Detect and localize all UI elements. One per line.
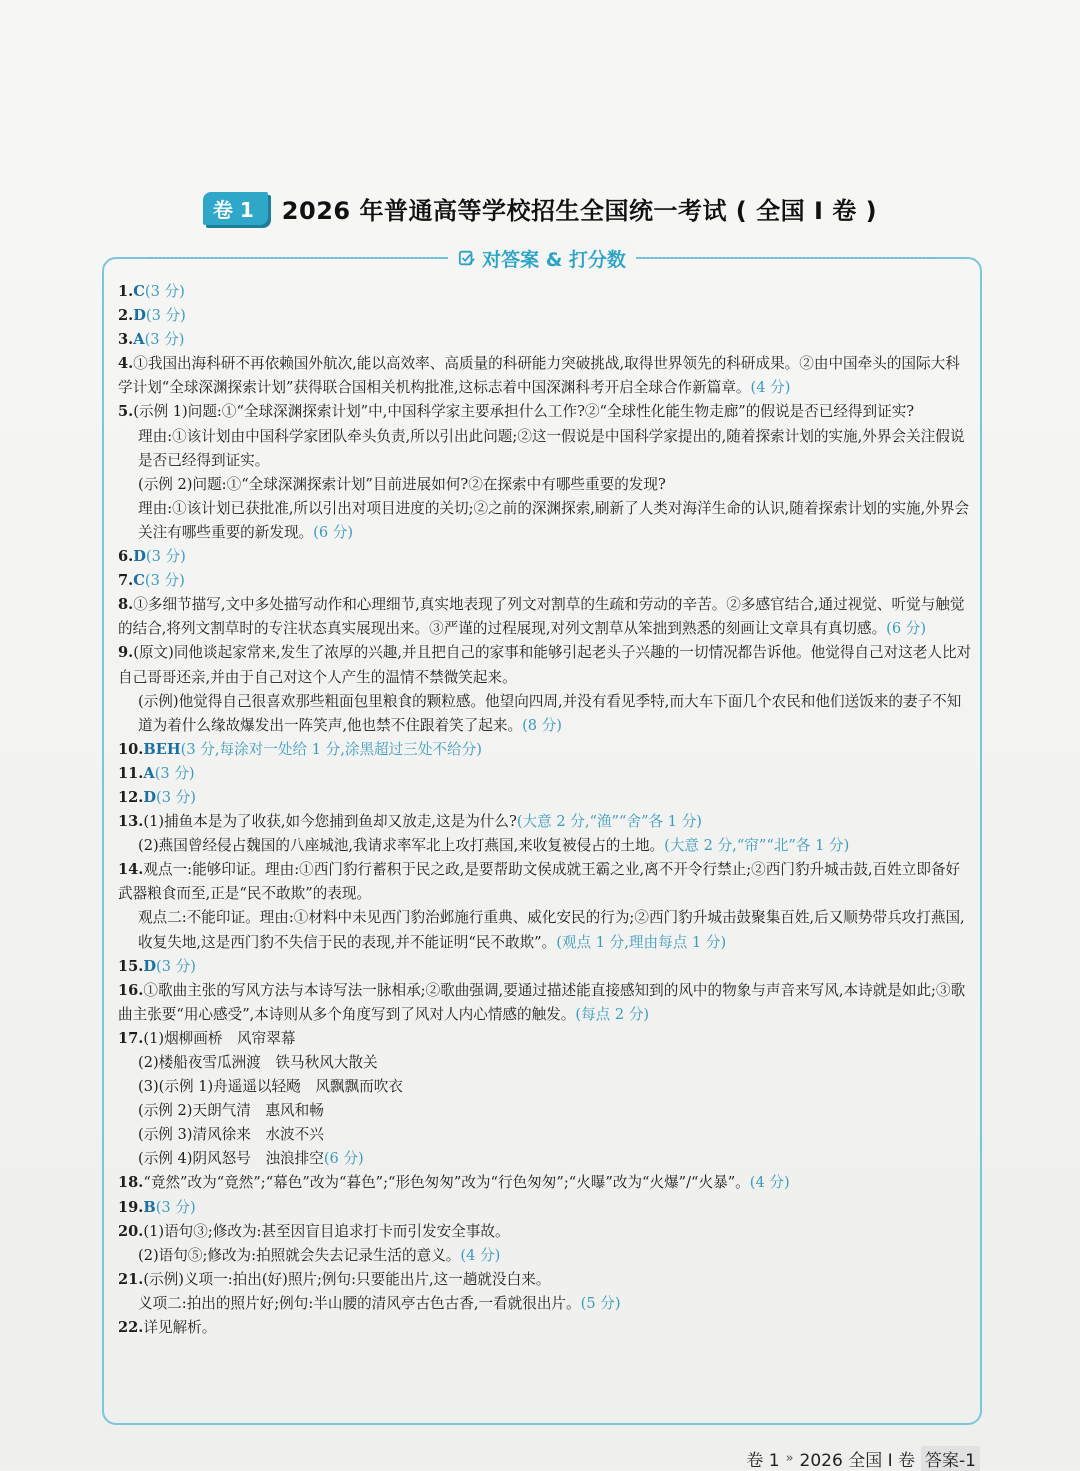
answer-text: (1)烟柳画桥 风帘翠幕: [143, 1029, 296, 1047]
answer-item: [118, 762, 973, 786]
answer-text: (示例)他觉得自己很喜欢那些粗面包里粮食的颗粒感。他望向四周,并没有看见季特,而大车下面几个农民和他们送饭来的妻子不知道为着什么缘故爆发出一阵笑声,他也禁不住跟着笑了起来。: [138, 692, 962, 734]
exam-title: 2026 年普通高等学校招生全国统一考试 ( 全国 I 卷 ): [281, 196, 878, 225]
question-number: 18.: [118, 1174, 144, 1192]
question-number: 11.: [118, 764, 144, 782]
score-note: (4 分): [460, 1246, 501, 1264]
question-number: 19.: [118, 1198, 144, 1216]
section-header: [102, 243, 982, 273]
answer-choice: BEH: [143, 740, 181, 758]
score-note: (3 分): [144, 572, 185, 590]
answer-item: [118, 1099, 973, 1123]
answer-item: [118, 400, 973, 424]
question-number: 7.: [118, 572, 134, 590]
score-note: (3 分): [144, 283, 185, 300]
answer-item: [118, 1196, 973, 1220]
answer-text: (1)语句③;修改为:甚至因盲目追求打卡而引发安全事故。: [143, 1222, 510, 1240]
answer-text: 理由:①该计划已获批准,所以引出对项目进度的关切;②之前的深渊探索,刷新了人类对海洋生命的认识,随着探索计划的实施,外界会关注有哪些重要的新发现。: [138, 499, 970, 541]
answer-text: (2)语句⑤;修改为:拍照就会失去记录生活的意义。: [138, 1246, 461, 1264]
answer-text: (示例)义项一:拍出(好)照片;例句:只要能出片,这一趟就没白来。: [143, 1270, 551, 1288]
answer-choice: D: [133, 307, 146, 325]
answer-item: [118, 858, 973, 906]
score-note: (3 分): [145, 307, 186, 325]
question-number: 6.: [118, 548, 134, 566]
answer-item: [118, 569, 973, 593]
answer-item: [118, 955, 973, 979]
answer-item: [118, 690, 973, 738]
answer-text: (2)楼船夜雪瓜洲渡 铁马秋风大散关: [138, 1054, 378, 1071]
answer-item: [118, 280, 973, 304]
score-note: (大意 2 分,“渔”“舍”各 1 分): [516, 813, 702, 831]
answer-item: [118, 1268, 973, 1292]
answer-item: [118, 545, 973, 569]
answer-item: [118, 1316, 973, 1340]
question-number: 4.: [118, 355, 134, 373]
answer-item: [118, 641, 973, 689]
answer-item: [118, 786, 973, 810]
score-note: (3 分): [145, 548, 186, 566]
question-number: 1.: [118, 283, 134, 300]
answer-text: (示例 1)问题:①“全球深渊探索计划”中,中国科学家主要承担什么工作?②“全球性化能生物走廊”的假说是否已经得到证实?: [133, 403, 915, 421]
question-number: 9.: [118, 644, 134, 662]
answer-text: ①歌曲主张的写风方法与本诗写法一脉相承;②歌曲强调,要通过描述能直接感知到的风中的物象与声音来写风,本诗就是如此;③歌曲主张要“用心感受”,本诗则从多个角度写到了风对人内心情感的触发。: [118, 981, 966, 1023]
score-note: (3 分): [155, 1198, 196, 1216]
answer-item: [118, 1220, 973, 1244]
answer-text: “竟然”改为“竟然”;“幕色”改为“暮色”;“形色匆匆”改为“行色匆匆”;“火曝”改为“火爆”/“火暴”。: [143, 1174, 750, 1192]
answer-text: (2)燕国曾经侵占魏国的八座城池,我请求率军北上攻打燕国,来收复被侵占的土地。: [138, 837, 665, 855]
footer-arrow: »: [785, 1450, 794, 1466]
question-number: 3.: [118, 331, 134, 349]
answer-choice: A: [133, 331, 145, 349]
question-number: 20.: [118, 1222, 144, 1240]
answer-text: 详见解析。: [143, 1319, 217, 1337]
question-number: 14.: [118, 861, 144, 879]
score-note: (观点 1 分,理由每点 1 分): [556, 933, 727, 951]
question-number: 13.: [118, 813, 144, 831]
score-note: (3 分): [156, 788, 196, 806]
answer-item: [118, 1244, 973, 1268]
score-note: (3 分): [154, 764, 195, 782]
answer-item: [118, 473, 973, 497]
answer-item: [118, 1027, 973, 1051]
answer-text: 义项二:拍出的照片好;例句:半山腰的清风亭古色古香,一看就很出片。: [138, 1294, 581, 1312]
answer-item: [118, 738, 973, 762]
page-footer: [746, 1446, 980, 1470]
answer-list: [118, 280, 973, 1340]
answer-text: (示例 2)问题:①“全球深渊探索计划”目前进展如何?②在探索中有哪些重要的发现?: [138, 475, 666, 493]
answer-choice: D: [143, 788, 157, 806]
answer-choice: D: [133, 548, 146, 566]
question-number: 8.: [118, 596, 134, 614]
score-note: (3 分,每涂对一处给 1 分,涂黑超过三处不给分): [180, 740, 482, 758]
answer-choice: C: [133, 572, 145, 590]
score-note: (3 分): [144, 331, 185, 349]
answer-item: [118, 497, 973, 545]
answer-text: 观点二:不能印证。理由:①材料中未见西门豹治邺施行重典、威化安民的行为;②西门豹升城击鼓聚集百姓,后又顺势带兵攻打燕国,收复失地,这是西门豹不失信于民的表现,并不能证明“民不敢欺”。: [138, 909, 965, 951]
answer-choice: D: [143, 957, 157, 975]
score-note: (6 分): [886, 620, 927, 638]
answer-item: [118, 1075, 973, 1099]
section-label: [448, 245, 636, 272]
answer-item: [118, 352, 973, 400]
answer-item: [118, 810, 973, 834]
answer-choice: A: [143, 764, 155, 782]
answer-item: [118, 906, 973, 954]
answer-text: (1)捕鱼本是为了收获,如今您捕到鱼却又放走,这是为什么?: [143, 813, 517, 831]
score-note: (4 分): [749, 1174, 790, 1192]
answer-item: [118, 1147, 973, 1171]
question-number: 12.: [118, 788, 144, 806]
answer-text: ①我国出海科研不再依赖国外航次,能以高效率、高质量的科研能力突破挑战,取得世界领先的科研成果。②由中国牵头的国际大科学计划“全球深渊探索计划”获得联合国相关机构批准,这标志着中国深渊科考开启全球合作新篇章。: [118, 355, 960, 397]
score-note: (3 分): [156, 957, 196, 975]
question-number: 2.: [118, 307, 134, 325]
answer-text: (3)(示例 1)舟遥遥以轻飏 风飘飘而吹衣: [138, 1078, 403, 1096]
answer-choice: C: [133, 283, 145, 300]
answer-choice: B: [143, 1198, 156, 1216]
question-number: 15.: [118, 957, 144, 975]
answer-text: 理由:①该计划由中国科学家团队牵头负责,所以引出此问题;②这一假说是中国科学家提出的,随着探索计划的实施,外界会关注假说是否已经得到证实。: [138, 427, 965, 469]
score-note: (5 分): [580, 1294, 621, 1312]
footer-volume: 卷 1: [746, 1450, 780, 1471]
pencil-check-icon: [458, 249, 476, 267]
dotted-divider: [148, 257, 448, 259]
question-number: 21.: [118, 1270, 144, 1288]
question-number: 16.: [118, 981, 144, 999]
answer-text: (示例 4)阴风怒号 浊浪排空: [138, 1150, 324, 1168]
score-note: (6 分): [323, 1150, 364, 1168]
answer-item: [118, 979, 973, 1027]
score-note: (4 分): [750, 379, 791, 397]
answer-item: [118, 425, 973, 473]
answer-text: ①多细节描写,文中多处描写动作和心理细节,真实地表现了列文对割草的生疏和劳动的辛苦。②多感官结合,通过视觉、听觉与触觉的结合,将列文割草时的专注状态真实展现出来。③严谨的过程展现,对列文割草从笨拙到熟悉的刻画让文章具有真切感。: [118, 596, 965, 638]
answer-item: [118, 328, 973, 352]
question-number: 5.: [118, 403, 134, 421]
answer-text: (原文)同他谈起家常来,发生了浓厚的兴趣,并且把自己的家事和能够引起老头子兴趣的一切情况都告诉他。他觉得自己对这老人比对自己哥哥还亲,并由于自己对这个人产生的温情不禁微笑起来。: [118, 644, 972, 686]
question-number: 17.: [118, 1029, 144, 1047]
section-title: 对答案 & 打分数: [482, 248, 626, 271]
answer-item: [118, 1171, 973, 1195]
answer-item: [118, 593, 973, 641]
exam-header: [0, 188, 1080, 228]
score-note: (大意 2 分,“帘”“北”各 1 分): [664, 837, 850, 855]
volume-tag: 卷 1: [203, 192, 268, 225]
answer-item: [118, 304, 973, 328]
answer-item: [118, 1123, 973, 1147]
question-number: 22.: [118, 1319, 144, 1337]
footer-page: 答案-1: [921, 1446, 980, 1471]
answer-item: [118, 1292, 973, 1316]
score-note: (每点 2 分): [575, 1005, 650, 1023]
score-note: (6 分): [313, 523, 354, 541]
footer-exam: 2026 全国 I 卷: [799, 1450, 916, 1471]
answer-item: [118, 834, 973, 858]
answer-text: (示例 3)清风徐来 水波不兴: [138, 1126, 324, 1144]
answer-item: [118, 1051, 973, 1075]
question-number: 10.: [118, 740, 144, 758]
score-note: (8 分): [522, 716, 562, 734]
answer-text: (示例 2)天朗气清 惠风和畅: [138, 1102, 324, 1120]
dotted-divider: [636, 257, 936, 259]
answer-text: 观点一:能够印证。理由:①西门豹行蓄积于民之政,是要帮助文侯成就王霸之业,离不开令行禁止;②西门豹升城击鼓,百姓立即备好武器粮食而至,正是“民不敢欺”的表现。: [118, 861, 961, 903]
